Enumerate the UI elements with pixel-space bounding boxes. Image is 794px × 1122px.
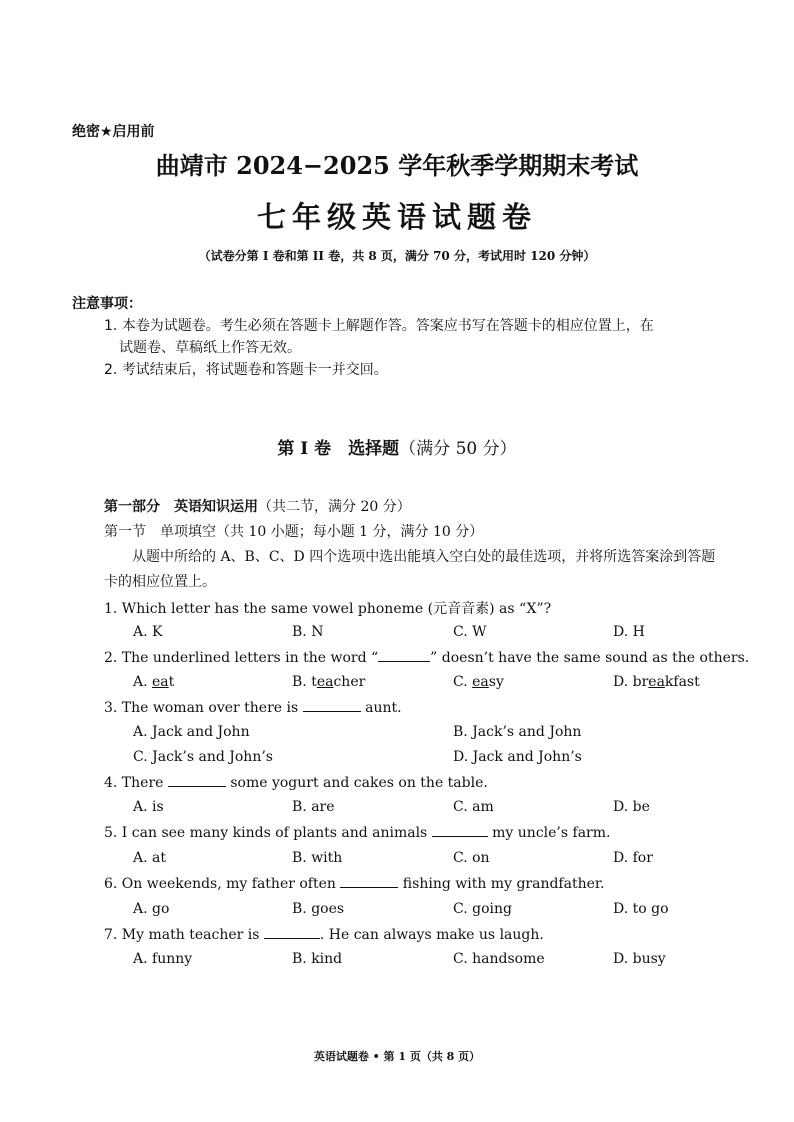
question-7-option-a: A. funny [133, 951, 193, 967]
question-5-option-b: B. with [292, 850, 343, 866]
question-7-stem [104, 926, 544, 943]
option-text: B. t [292, 674, 317, 690]
answer-blank [303, 699, 361, 712]
underlined-letters: ea [472, 674, 489, 690]
underlined-letters: ea [152, 674, 169, 690]
option-text: sy [488, 674, 504, 690]
question-4-option-d: D. be [613, 799, 650, 815]
question-2-option-d [613, 674, 700, 690]
option-text: D. br [613, 674, 649, 690]
question-3-stem-post: aunt. [360, 700, 402, 716]
question-6-stem-pre: 6. On weekends, my father often [104, 876, 341, 892]
question-1-option-a: A. K [133, 624, 163, 640]
question-1-option-b: B. N [292, 624, 324, 640]
question-1-stem: 1. Which letter has the same vowel phoneme (元音音素) as “X”? [104, 601, 552, 617]
question-2-stem-post: ” doesn’t have the same sound as the others. [430, 650, 750, 666]
question-2-option-c [453, 674, 504, 690]
question-3-option-a: A. Jack and John [133, 724, 250, 740]
question-4-option-b: B. are [292, 799, 335, 815]
section-1-heading [104, 496, 411, 516]
question-2-stem [104, 649, 749, 666]
question-5-option-c: C. on [453, 850, 490, 866]
option-text: kfast [664, 674, 700, 690]
secret-mark: 绝密★启用前 [72, 124, 155, 140]
question-2-option-b [292, 674, 365, 690]
option-text: cher [333, 674, 366, 690]
underlined-letters: ea [316, 674, 334, 690]
question-7-option-b: B. kind [292, 951, 343, 967]
paper-subtitle: （试卷分第 I 卷和第 II 卷，共 8 页，满分 70 分，考试用时 120 分钟） [198, 249, 596, 263]
question-4-option-c: C. am [453, 799, 494, 815]
question-5-stem-pre: 5. I can see many kinds of plants and animals [104, 825, 432, 841]
answer-blank [264, 926, 320, 939]
exam-title: 曲靖市 2024−2025 学年秋季学期期末考试 [155, 151, 639, 180]
question-4-stem-post: some yogurt and cakes on the table. [225, 775, 488, 791]
notice-item-2: 2. 考试结束后，将试题卷和答题卡一并交回。 [104, 362, 388, 378]
question-3-option-b: B. Jack’s and John [453, 724, 582, 740]
question-5-stem-post: my uncle’s farm. [487, 825, 611, 841]
paper-title: 七年级英语试题卷 [256, 200, 537, 234]
option-text: t [168, 674, 175, 690]
question-6-option-d: D. to go [613, 901, 669, 917]
question-5-option-a: A. at [133, 850, 166, 866]
question-6-option-b: B. goes [292, 901, 345, 917]
question-4-stem [104, 774, 488, 791]
question-4-option-a: A. is [133, 799, 164, 815]
option-text: C. [453, 674, 473, 690]
answer-blank [432, 824, 488, 837]
question-2-option-a [133, 674, 174, 690]
section-1-heading-bold: 第一部分 英语知识运用 [104, 499, 258, 515]
question-3-stem [104, 699, 402, 716]
question-3-stem-pre: 3. The woman over there is [104, 700, 303, 716]
question-7-stem-pre: 7. My math teacher is [104, 927, 264, 943]
part-heading-score: （满分 50 分） [399, 439, 517, 459]
part-heading [0, 434, 794, 459]
notice-heading: 注意事项： [72, 296, 142, 312]
underlined-letters: ea [648, 674, 665, 690]
answer-blank [340, 875, 398, 888]
answer-blank [168, 774, 226, 787]
question-1-option-c: C. W [453, 624, 487, 640]
question-3-option-d: D. Jack and John’s [453, 749, 582, 765]
question-6-stem [104, 875, 604, 892]
question-1-option-d: D. H [613, 624, 645, 640]
question-4-stem-pre: 4. There [104, 775, 168, 791]
question-6-stem-post: fishing with my grandfather. [398, 876, 605, 892]
question-7-stem-post: . He can always make us laugh. [319, 927, 544, 943]
notice-item-1-line2: 试题卷、草稿纸上作答无效。 [119, 340, 301, 356]
notice-item-1-line1: 1. 本卷为试题卷。考生必须在答题卡上解题作答。答案应书写在答题卡的相应位置上，在 [104, 318, 654, 334]
question-7-option-d: D. busy [613, 951, 666, 967]
section-2-heading: 第一节 单项填空（共 10 小题；每小题 1 分，满分 10 分） [104, 524, 484, 540]
section-1-heading-rest: （共二节，满分 20 分） [258, 499, 411, 515]
answer-blank [378, 649, 430, 662]
notice-item-1 [104, 315, 734, 359]
question-5-stem [104, 824, 610, 841]
option-text: A. [133, 674, 153, 690]
question-5-option-d: D. for [613, 850, 653, 866]
question-7-option-c: C. handsome [453, 951, 545, 967]
question-2-stem-pre: 2. The underlined letters in the word “ [104, 650, 379, 666]
question-6-option-c: C. going [453, 901, 512, 917]
question-3-option-c: C. Jack’s and John’s [133, 749, 273, 765]
instruction-text: 从题中所给的 A、B、C、D 四个选项中选出能填入空白处的最佳选项，并将所选答案涂到答题卡的相应位置上。 [104, 549, 716, 590]
question-6-option-a: A. go [133, 901, 170, 917]
part-heading-bold: 第 I 卷 选择题 [277, 439, 400, 459]
page-footer: 英语试题卷 • 第 1 页（共 8 页） [313, 1050, 481, 1063]
